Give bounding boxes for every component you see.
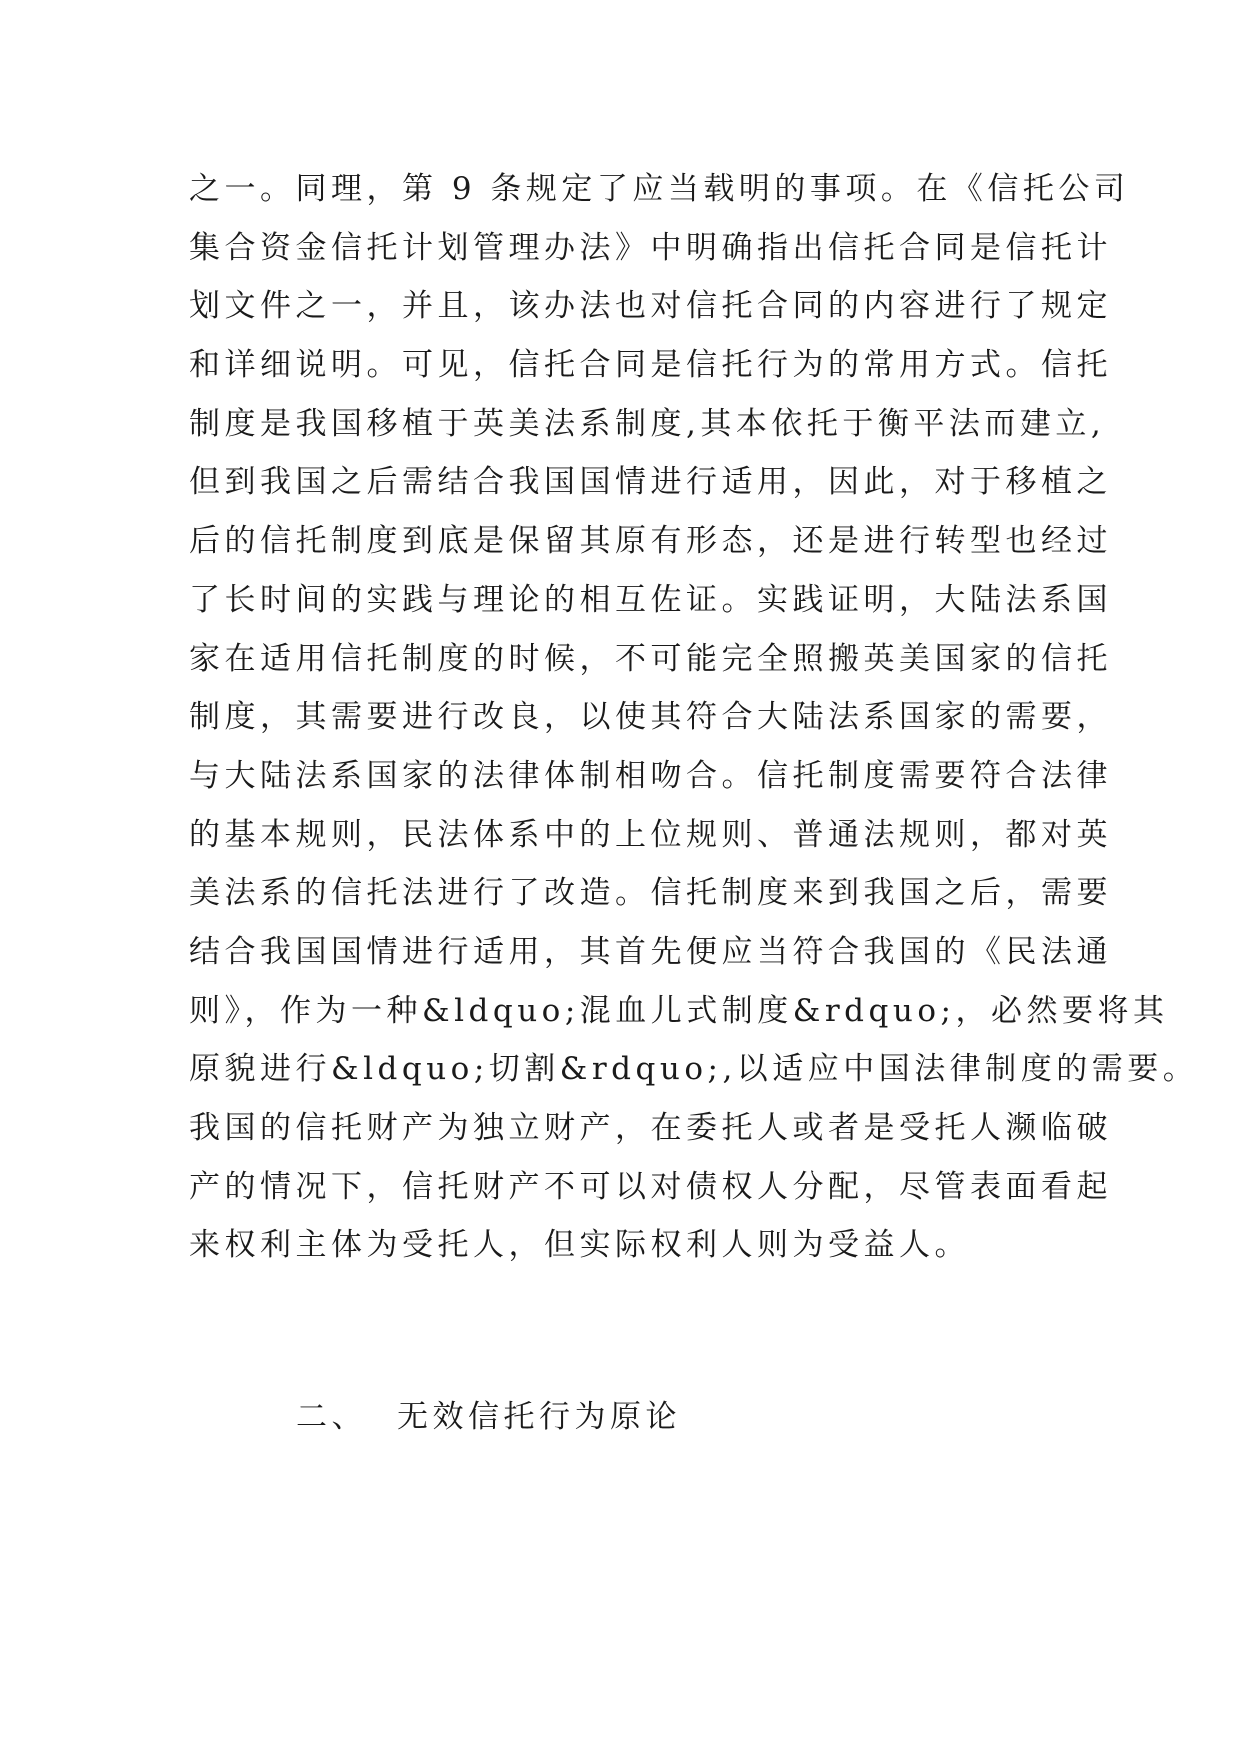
text-line: 集合资金信托计划管理办法》中明确指出信托合同是信托计: [189, 229, 1112, 266]
section-number: 二、: [296, 1399, 367, 1435]
body-paragraph: [189, 160, 1199, 1275]
section-heading: [296, 1388, 681, 1446]
section-title: 无效信托行为原论: [397, 1399, 681, 1435]
text-line: 结合我国国情进行适用，其首先便应当符合我国的《民法通: [189, 933, 1112, 970]
text-line: 与大陆法系国家的法律体制相吻合。信托制度需要符合法律: [189, 757, 1112, 794]
text-line: 我国的信托财产为独立财产，在委托人或者是受托人濒临破: [189, 1110, 1112, 1146]
text-line: 但到我国之后需结合我国国情进行适用，因此，对于移植之: [189, 464, 1112, 501]
text-line: 的基本规则，民法体系中的上位规则、普通法规则，都对英: [189, 816, 1112, 853]
text-line: 后的信托制度到底是保留其原有形态，还是进行转型也经过: [189, 523, 1112, 560]
text-line: 划文件之一，并且，该办法也对信托合同的内容进行了规定: [189, 288, 1112, 325]
text-line: 之一。同理，第 9 条规定了应当载明的事项。在《信托公司: [189, 171, 1130, 207]
text-line: 则》，作为一种&ldquo;混血儿式制度&rdquo;，必然要将其: [189, 992, 1169, 1029]
text-line: 和详细说明。可见，信托合同是信托行为的常用方式。信托: [189, 347, 1112, 384]
text-line: 制度，其需要进行改良，以使其符合大陆法系国家的需要，: [189, 699, 1112, 736]
text-line: 产的情况下，信托财产不可以对债权人分配，尽管表面看起: [189, 1168, 1112, 1205]
text-line: 了长时间的实践与理论的相互佐证。实践证明，大陆法系国: [189, 581, 1112, 618]
text-line: 来权利主体为受托人，但实际权利人则为受益人。: [189, 1227, 970, 1264]
text-line: 原貌进行&ldquo;切割&rdquo;,以适应中国法律制度的需要。: [189, 1051, 1199, 1088]
text-line: 美法系的信托法进行了改造。信托制度来到我国之后，需要: [189, 875, 1112, 912]
text-line: 家在适用信托制度的时候，不可能完全照搬英美国家的信托: [189, 640, 1112, 677]
text-line: 制度是我国移植于英美法系制度,其本依托于衡平法而建立,: [189, 405, 1106, 442]
